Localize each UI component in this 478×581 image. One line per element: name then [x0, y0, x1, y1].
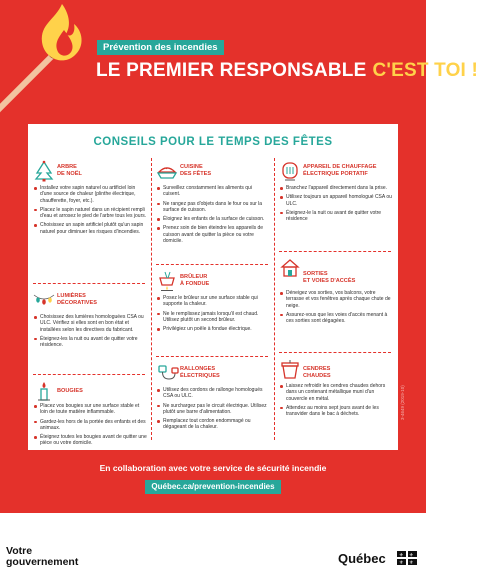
- section-divider: [33, 374, 145, 375]
- tips-list: [156, 295, 270, 335]
- tip-item: Ne le remplissez jamais lorsqu'il est chaud. Utilisez plutôt un second brûleur.: [156, 311, 270, 324]
- tip-item: Choisissez un sapin artificiel plutôt qu'un sapin naturel pour diminuer les risques d'incendies.: [33, 222, 147, 235]
- tip-item: Branchez l'appareil directement dans la prise.: [279, 185, 393, 191]
- website-link[interactable]: Québec.ca/prevention-incendies: [145, 480, 281, 494]
- tips-list: [156, 185, 270, 247]
- tip-item: Installez votre sapin naturel ou artificiel loin d'une source de chaleur (plinthe électrique, chaufferette, foyer, etc.).: [33, 185, 147, 204]
- tip-item: Ne surchargez pas le circuit électrique. Utilisez plutôt une barre d'alimentation.: [156, 403, 270, 416]
- extension-cord-icon: [156, 362, 178, 384]
- tip-item: Éteignez toutes les bougies avant de quitter une pièce ou votre domicile.: [33, 434, 147, 447]
- ash-bucket-icon: [279, 358, 301, 380]
- section-divider: [156, 356, 268, 357]
- quebec-flag-icon: [397, 551, 417, 565]
- page-title: [96, 60, 478, 82]
- government-signature: Votre gouvernement: [6, 545, 79, 568]
- section-title: CUISINE DES FÊTES: [180, 164, 212, 177]
- candle-icon: [33, 380, 55, 402]
- space-heater-icon: [279, 160, 301, 182]
- fondue-pot-icon: [156, 270, 178, 292]
- section-title: BOUGIES: [57, 388, 83, 394]
- tips-list: [33, 185, 147, 238]
- tips-list: [33, 403, 147, 450]
- tip-item: Éteignez-le la nuit ou avant de quitter votre résidence: [279, 210, 393, 223]
- column-1: [33, 156, 147, 447]
- section-divider: [156, 264, 268, 265]
- tips-list: [279, 383, 393, 420]
- section-title: ARBRE DE NOËL: [57, 164, 82, 177]
- campaign-tag: Prévention des incendies: [97, 40, 224, 55]
- panel-title: CONSEILS POUR LE TEMPS DES FÊTES: [93, 136, 333, 148]
- column-divider: [274, 158, 275, 440]
- house-exit-icon: [279, 257, 301, 279]
- tip-item: Utilisez des cordons de rallonge homologués CSA ou ULC.: [156, 387, 270, 400]
- pie-dish-icon: [156, 160, 178, 182]
- string-lights-icon: [33, 289, 55, 311]
- christmas-tree-icon: [33, 160, 55, 182]
- tip-item: Posez le brûleur sur une surface stable qui supporte la chaleur.: [156, 295, 270, 308]
- tip-item: Remplacez tout cordon endommagé ou dégageant de la chaleur.: [156, 418, 270, 431]
- column-2: [156, 156, 270, 441]
- tips-panel: [28, 124, 398, 450]
- flame-match-icon: [0, 0, 110, 110]
- tip-item: Laissez refroidir les cendres chaudes dehors dans un contenant métallique muni d'un couvercle en métal.: [279, 383, 393, 402]
- section-title: APPAREIL DE CHAUFFAGE ÉLECTRIQUE PORTATIF: [303, 164, 377, 177]
- section-title: LUMIÈRES DÉCORATIVES: [57, 293, 97, 306]
- tip-item: Placez le sapin naturel dans un récipient rempli d'eau et arrosez le pied de l'arbre tous les jours.: [33, 207, 147, 220]
- headline-main: LE PREMIER RESPONSABLE: [96, 60, 367, 81]
- section-divider: [279, 251, 391, 252]
- tips-list: [279, 290, 393, 327]
- svg-text:⚜: ⚜: [409, 560, 414, 566]
- tip-item: Privilégiez un poêle à fondue électrique.: [156, 326, 270, 332]
- column-3: [279, 156, 393, 441]
- section-divider: [33, 283, 145, 284]
- tip-item: Éloignez les enfants de la surface de cuisson.: [156, 216, 270, 222]
- tips-list: [279, 185, 393, 225]
- tip-item: Ne rangez pas d'objets dans le four ou sur la surface de cuisson.: [156, 201, 270, 214]
- tip-item: Placez vos bougies sur une surface stable et loin de toute matière inflammable.: [33, 403, 147, 416]
- section-title: RALLONGES ÉLECTRIQUES: [180, 366, 220, 379]
- svg-text:⚜: ⚜: [409, 552, 414, 559]
- tip-item: Gardez-les hors de la portée des enfants et des animaux.: [33, 419, 147, 432]
- tip-item: Éteignez-les la nuit ou avant de quitter votre résidence.: [33, 336, 147, 349]
- print-code: 3-4649 (2019-10): [400, 385, 405, 420]
- tip-item: Déneigez vos sorties, vos balcons, votre terrasse et vos fenêtres après chaque chute de neige.: [279, 290, 393, 309]
- tip-item: Utilisez toujours un appareil homologué CSA ou ULC.: [279, 194, 393, 207]
- tips-list: [33, 314, 147, 351]
- tip-item: Prenez soin de bien éteindre les appareils de cuisson avant de quitter la pièce ou votre domicile.: [156, 225, 270, 244]
- svg-text:⚜: ⚜: [399, 552, 404, 559]
- section-title: BRÛLEUR À FONDUE: [180, 274, 210, 287]
- quebec-logo-text: Québec: [338, 551, 386, 566]
- tips-list: [156, 387, 270, 434]
- section-title: SORTIES ET VOIES D'ACCÈS: [303, 271, 356, 284]
- section-title: CENDRES CHAUDES: [303, 366, 331, 379]
- tip-item: Choisissez des lumières homologuées CSA ou ULC. Vérifiez si elles sont en bon état et installées selon les directives du fabricant.: [33, 314, 147, 333]
- section-divider: [279, 352, 391, 353]
- tip-item: Assurez-vous que les voies d'accès menant à ces sorties sont dégagées.: [279, 312, 393, 325]
- headline-accent: C'EST TOI !: [372, 60, 478, 81]
- tip-item: Attendez au moins sept jours avant de les transvider dans le bac à déchets.: [279, 405, 393, 418]
- column-divider: [151, 158, 152, 440]
- collaboration-text: En collaboration avec votre service de sécurité incendie: [99, 463, 327, 473]
- svg-text:⚜: ⚜: [399, 560, 404, 566]
- tip-item: Surveillez constamment les aliments qui cuisent.: [156, 185, 270, 198]
